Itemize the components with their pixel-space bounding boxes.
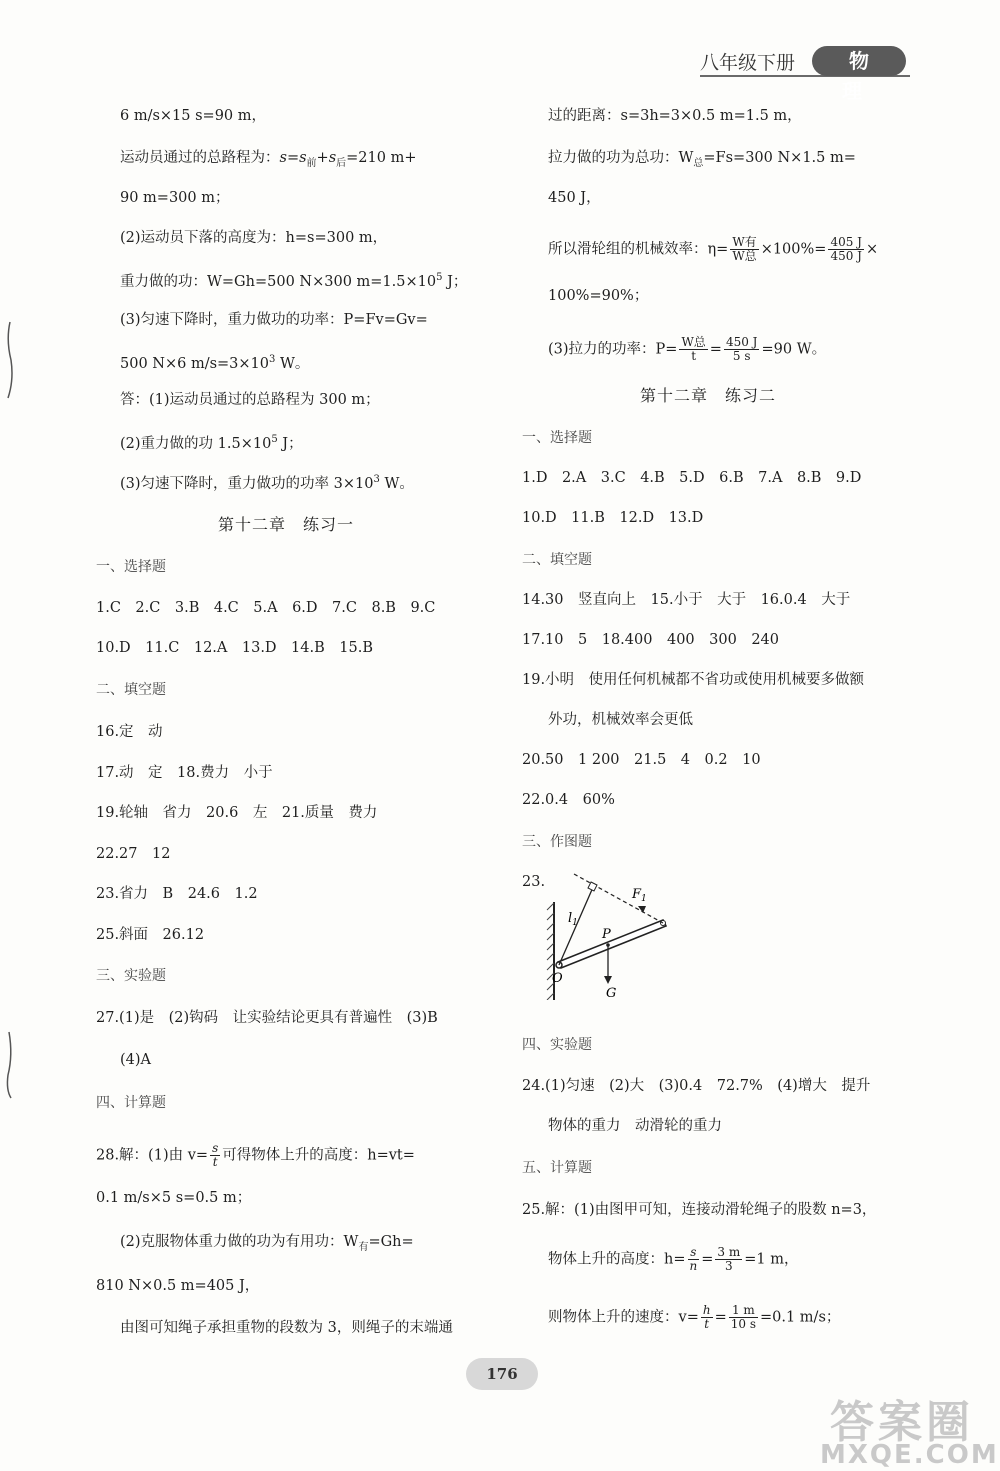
section-heading: 五、计算题 (522, 1160, 592, 1176)
answer-line: 27.(1)是 (2)钩码 让实验结论更具有普遍性 (3)B (96, 1010, 438, 1026)
label-f1: $F_1$ (632, 887, 647, 904)
section-heading: 四、计算题 (96, 1095, 166, 1111)
answer-line: 10.D 11.B 12.D 13.D (522, 510, 704, 526)
answer-line: 14.30 竖直向上 15.小于 大于 16.0.4 大于 (522, 592, 851, 608)
text-line: 90 m=300 m； (120, 190, 230, 206)
section-title: 第十二章 练习二 (640, 386, 777, 405)
text-line: 28.解：(1)由 v= $\frac{s}{t}$ 可得物体上升的高度：h=vt= (96, 1141, 415, 1169)
text-line: 过的距离：s=3h=3×0.5 m=1.5 m， (548, 108, 802, 124)
answer-line: (4)A (120, 1052, 152, 1068)
watermark-url: MXQE.COM (820, 1440, 999, 1470)
text-line: (3)匀速下降时，重力做功的功率 $3\times 10^3$ W。 (120, 474, 414, 492)
section-heading: 二、填空题 (522, 552, 592, 568)
text-line: 810 N×0.5 m=405 J， (96, 1278, 260, 1294)
label-p: P (602, 927, 611, 942)
answer-line: 22.27 12 (96, 846, 171, 862)
answer-line: 17.动 定 18.费力 小于 (96, 765, 273, 781)
page-number: 176 (466, 1358, 538, 1390)
watermark-logo: 答案圈 (830, 1397, 974, 1448)
answer-line: 23. (522, 874, 546, 890)
text-line: 25.解：(1)由图甲可知，连接动滑轮绳子的股数 n=3， (522, 1202, 877, 1218)
answer-line: 1.D 2.A 3.C 4.B 5.D 6.B 7.A 8.B 9.D (522, 470, 862, 486)
answer-line: 10.D 11.C 12.A 13.D 14.B 15.B (96, 640, 373, 656)
answer-line: 物体的重力 动滑轮的重力 (548, 1118, 722, 1134)
answer-line: 19.小明 使用任何机械都不省功或使用机械要多做额 (522, 672, 865, 688)
answer-line: 19.轮轴 省力 20.6 左 21.质量 费力 (96, 805, 378, 821)
grade-label: 八年级下册 (700, 52, 796, 74)
section-heading: 一、选择题 (96, 559, 166, 575)
text-line: (2)运动员下落的高度为：h=s=300 m， (120, 230, 388, 246)
lever-diagram (546, 870, 676, 1000)
answer-line: 23.省力 B 24.6 1.2 (96, 886, 258, 902)
answer-line: 22.0.4 60% (522, 792, 615, 808)
answer-line: 20.50 1 200 21.5 4 0.2 10 (522, 752, 761, 768)
label-l1: $l_1$ (568, 911, 578, 928)
gravity-arrow (604, 976, 612, 984)
section-heading: 三、作图题 (522, 834, 592, 850)
section-heading: 四、实验题 (522, 1037, 592, 1053)
answer-line: 16.定 动 (96, 724, 163, 740)
force-line (574, 874, 663, 923)
binding-mark (4, 1030, 16, 1100)
text-line: (2)重力做的功 $1.5\times 10^5$ J； (120, 434, 303, 452)
text-line: 所以滑轮组的机械效率：η= $\frac{\text{W有}}{\text{W总}}$ ×100%= $\frac{405 J}{450 J}$ × (548, 235, 879, 263)
section-heading: 二、填空题 (96, 682, 166, 698)
right-angle-mark (588, 882, 597, 891)
text-line: (3)拉力的功率：P= $\frac{\text{W总}}{t}$ = $\frac{450 J}{5 s}$ =90 W。 (548, 335, 827, 363)
text-line: 450 J， (548, 190, 601, 206)
section-heading: 三、实验题 (96, 968, 166, 984)
text-line: 答：(1)运动员通过的总路程为 300 m； (120, 392, 380, 408)
text-line: 100%=90%； (548, 288, 649, 304)
text-line: (2)克服物体重力做的功为有用功：$W_有=Gh=$ (120, 1234, 414, 1253)
answer-line: 25.斜面 26.12 (96, 927, 205, 943)
section-title: 第十二章 练习一 (218, 515, 355, 534)
answer-line: 24.(1)匀速 (2)大 (3)0.4 72.7% (4)增大 提升 (522, 1078, 871, 1094)
label-o: O (552, 971, 563, 986)
text-line: 运动员通过的总路程为：$s=s_前+s_后=210$ m+ (120, 150, 417, 169)
text-line: 重力做的功：W=Gh=500 N×300 $m=1.5\times 10^5$ J； (120, 272, 468, 290)
answer-line: 外功，机械效率会更低 (548, 712, 693, 728)
text-line: 由图可知绳子承担重物的段数为 3，则绳子的末端通 (120, 1320, 453, 1336)
text-line: 6 m/s×15 s=90 m， (120, 108, 267, 124)
text-line: 则物体上升的速度：v= $\frac{h}{t}$ = $\frac{1 m}{10 s}$ =0.1 m/s； (548, 1303, 841, 1331)
section-heading: 一、选择题 (522, 430, 592, 446)
text-line: 拉力做的功为总功：$W_总=Fs=300$ N×1.5 m= (548, 150, 856, 169)
binding-mark (4, 320, 16, 400)
answer-line: 17.10 5 18.400 400 300 240 (522, 632, 779, 648)
text-line: 500 N×6 $m/s=3\times 10^3$ W。 (120, 354, 310, 372)
text-line: 0.1 m/s×5 s=0.5 m； (96, 1190, 252, 1206)
center-of-gravity (606, 943, 610, 947)
label-g: G (606, 986, 617, 1000)
subject-badge: 物 理 (812, 46, 906, 76)
answer-line: 1.C 2.C 3.B 4.C 5.A 6.D 7.C 8.B 9.C (96, 600, 436, 616)
text-line: (3)匀速下降时，重力做功的功率：P=Fv=Gv= (120, 312, 428, 328)
text-line: 物体上升的高度：h= $\frac{s}{n}$ = $\frac{3 m}{3}$ =1 m， (548, 1245, 799, 1273)
